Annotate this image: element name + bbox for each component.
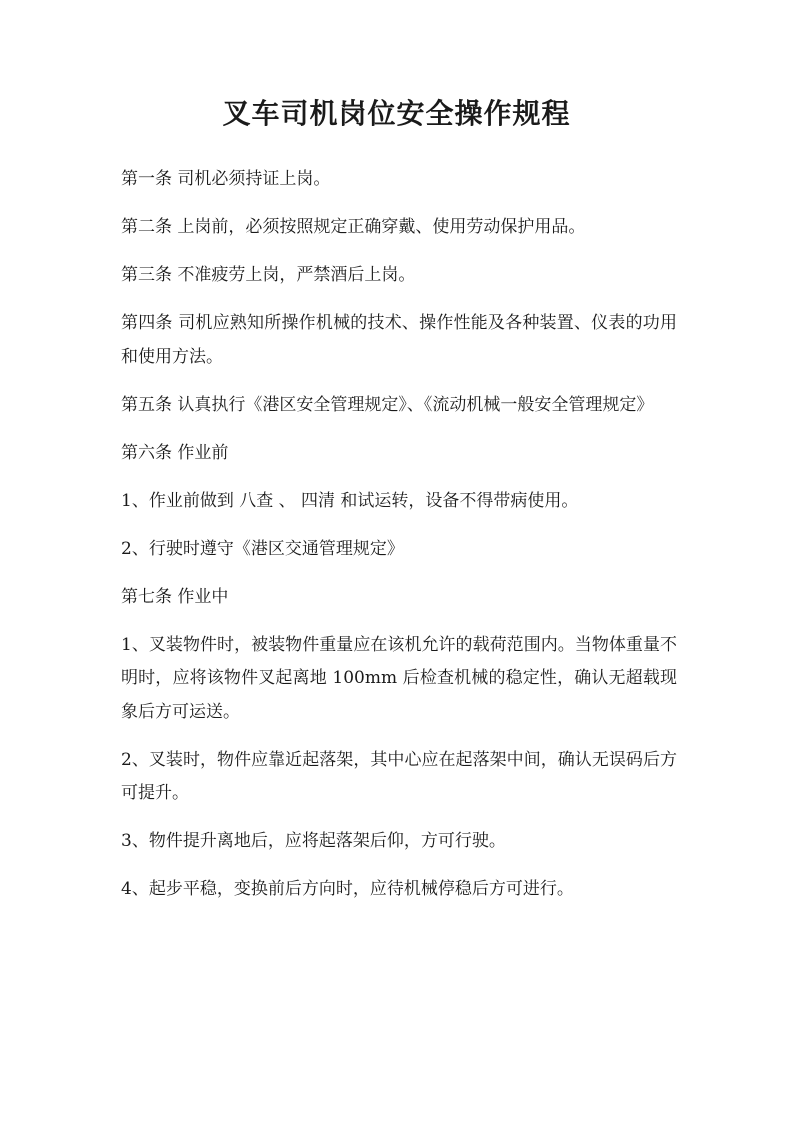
article-1: 第一条 司机必须持证上岗。 [121, 169, 331, 189]
article-7-item-2: 2、叉装时，物件应靠近起落架，其中心应在起落架中间，确认无误码后方可提升。 [121, 749, 677, 803]
article-3: 第三条 不准疲劳上岗，严禁酒后上岗。 [121, 265, 416, 285]
article-6-heading: 第六条 作业前 [121, 442, 229, 463]
article-4: 第四条 司机应熟知所操作机械的技术、操作性能及各种装置、仪表的功用和使用方法。 [121, 313, 677, 367]
article-7-item-1: 1、叉装物件时，被装物件重量应在该机允许的载荷范围内。当物体重量不明时，应将该物件叉起离地 100mm 后检查机械的稳定性，确认无超载现象后方可运送。 [121, 634, 677, 722]
document-body [121, 163, 677, 921]
article-5: 第五条 认真执行《港区安全管理规定》、《流动机械一般安全管理规定》 [121, 394, 654, 415]
document-title: 叉车司机岗位安全操作规程 [222, 97, 571, 130]
article-6-item-1: 1、作业前做到 八查 、 四清 和试运转，设备不得带病使用。 [121, 490, 579, 511]
article-7-item-3: 3、物件提升离地后，应将起落架后仰，方可行驶。 [121, 831, 506, 851]
article-7-item-4: 4、起步平稳，变换前后方向时，应待机械停稳后方可进行。 [121, 879, 574, 899]
article-6-item-2: 2、行驶时遵守《港区交通管理规定》 [121, 538, 404, 559]
article-2: 第二条 上岗前，必须按照规定正确穿戴、使用劳动保护用品。 [121, 217, 586, 237]
article-7-heading: 第七条 作业中 [121, 586, 229, 607]
